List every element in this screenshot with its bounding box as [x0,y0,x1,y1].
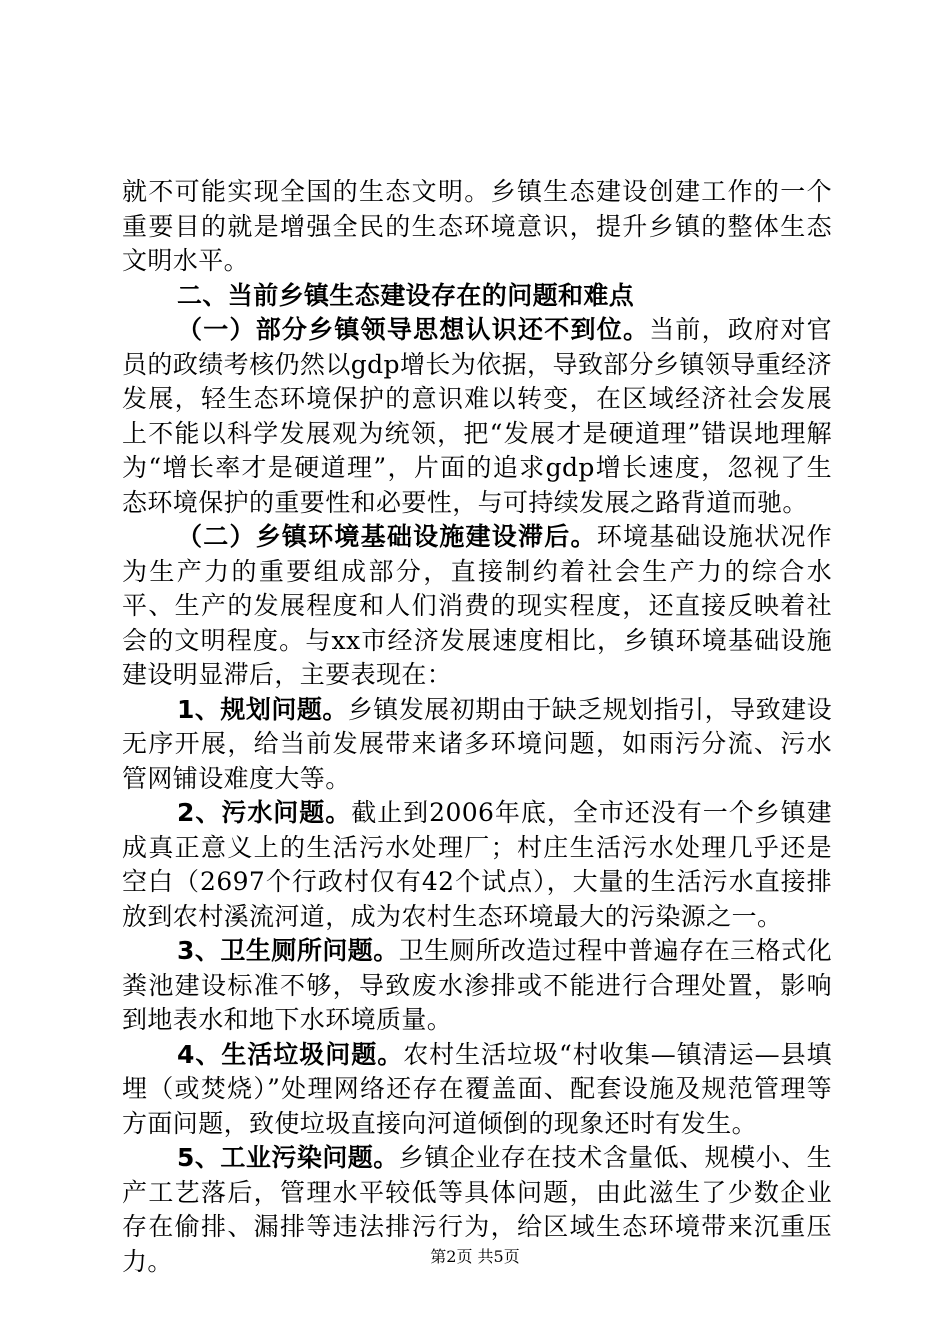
page-number-footer: 第2页 共5页 [430,1247,520,1266]
paragraph-continuation [122,175,832,279]
paragraph-text: 卫生厕所改造过程中普遍存在三格式化粪池建设标准不够，导致废水渗排或不能进行合理处置，影响到地表水和地下水环境质量。 [122,936,832,1034]
paragraph-lead: 2、污水问题。 [177,798,352,827]
section-heading: 二、当前乡镇生态建设存在的问题和难点 [177,280,635,310]
paragraph-text: 农村生活垃圾“村收集—镇清运—县填埋（或焚烧）”处理网络还存在覆盖面、配套设施及规范管理等方面问题，致使垃圾直接向河道倾倒的现象还时有发生。 [122,1039,832,1138]
paragraph-text: 乡镇企业存在技术含量低、规模小、生产工艺落后，管理水平较低等具体问题，由此滋生了少数企业存在偷排、漏排等违法排污行为，给区域生态环境带来沉重压力。 [122,1143,832,1276]
paragraph-garbage [122,1038,832,1142]
paragraph-lead: （一）部分乡镇领导思想认识还不到位。 [177,315,650,344]
paragraph-infrastructure [122,520,832,693]
paragraph-leaders-awareness [122,313,832,520]
paragraph-text: 截止到2006年底，全市还没有一个乡镇建成真正意义上的生活污水处理厂；村庄生活污水处理几乎还是空白（2697个行政村仅有42个试点），大量的生活污水直接排放到农村溪流河道，成为农村生态环境最大的污染源之一。 [122,798,833,931]
paragraph-text: 当前，政府对官员的政绩考核仍然以gdp增长为依据，导致部分乡镇领导重经济发展，轻生态环境保护的意识难以转变，在区域经济社会发展上不能以科学发展观为统领，把“发展才是硬道理”错误地理解为“增长率才是硬道理”，片面的追求gdp增长速度，忽视了生态环境保护的重要性和必要性，与可持续发展之路背道而驰。 [122,315,832,517]
paragraph-text: 就不可能实现全国的生态文明。乡镇生态建设创建工作的一个重要目的就是增强全民的生态环境意识，提升乡镇的整体生态文明水平。 [122,177,832,275]
paragraph-lead: 4、生活垃圾问题。 [177,1039,404,1069]
paragraph-lead: （二）乡镇环境基础设施建设滞后。 [177,522,597,551]
paragraph-lead: 5、工业污染问题。 [177,1143,399,1172]
paragraph-toilets [122,934,832,1038]
paragraph-planning [122,693,832,797]
document-body [122,175,832,1279]
paragraph-lead: 1、规划问题。 [177,694,348,724]
paragraph-lead: 3、卫生厕所问题。 [177,936,399,965]
paragraph-text: 环境基础设施状况作为生产力的重要组成部分，直接制约着社会生产力的综合水平、生产的发展程度和人们消费的现实程度，还直接反映着社会的文明程度。与xx市经济发展速度相比，乡镇环境基础设施建设明显滞后，主要表现在： [122,522,832,689]
paragraph-sewage [122,796,832,934]
paragraph-text: 乡镇发展初期由于缺乏规划指引，导致建设无序开展，给当前发展带来诸多环境问题，如雨污分流、污水管网铺设难度大等。 [122,694,832,793]
